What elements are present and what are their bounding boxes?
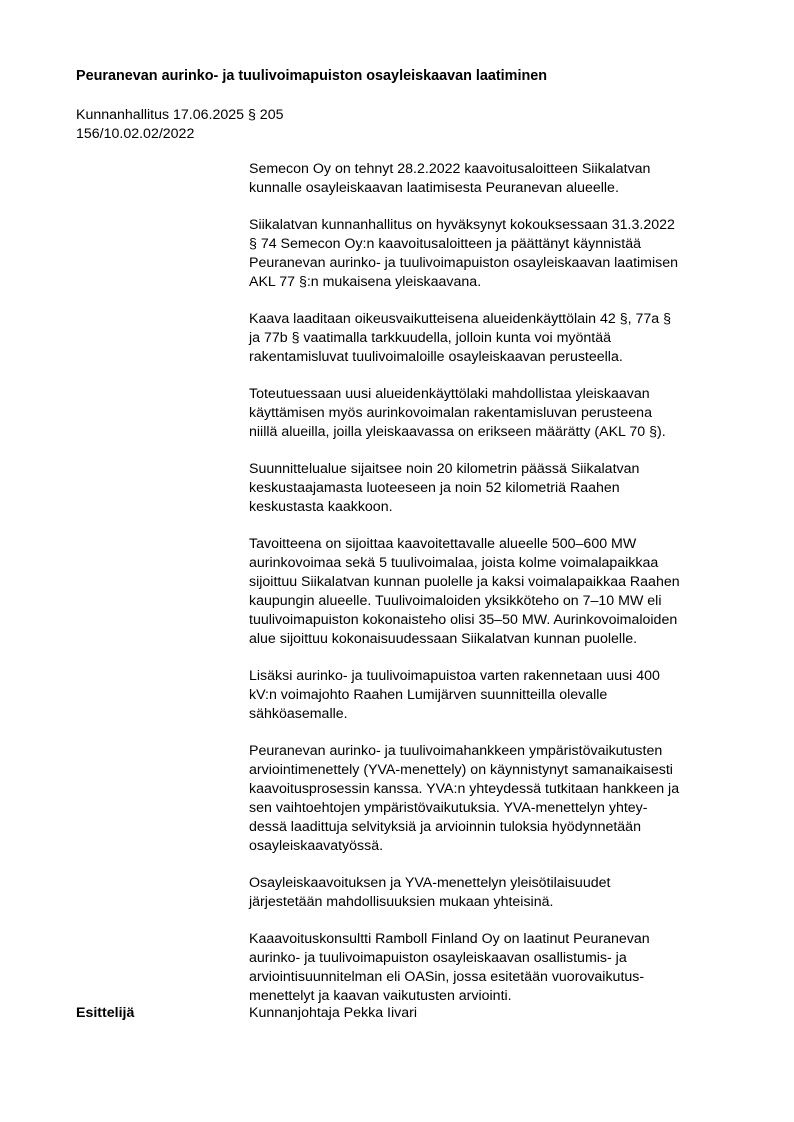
paragraph: Peuranevan aurinko- ja tuulivoimahankkeen ympäristövaikutusten arviointimenettely (YVA-menettely) on käynnistynyt samanaikaisesti kaavoitusprosessin kanssa. YVA:n yhteydessä tutkitaan hankkeen ja sen vaihtoehtojen ympäristövaikutuksia. YVA-menettelyn yhtey- dessä laadittuja selvityksiä ja arvioinnin tuloksia hyödynnetään osayleiskaavatyössä. [249,743,680,854]
presenter-name: Kunnanjohtaja Pekka Iivari [249,1005,417,1021]
meeting-info [76,106,283,143]
paragraph: Kaaavoituskonsultti Ramboll Finland Oy on laatinut Peuranevan aurinko- ja tuulivoimapuiston osayleiskaavan osallistumis- ja arviointisuunnitelman eli OASin, jossa esitetään vuorovaikutus- menettelyt ja kaavan vaikutusten arviointi. [249,931,650,1004]
paragraph: Toteutuessaan uusi alueidenkäyttölaki mahdollistaa yleiskaavan käyttämisen myös aurinkovoimalan rakentamisluvan perusteena niillä alueilla, joilla yleiskaavassa on erikseen määrätty (AKL 70 §). [249,386,666,440]
document-body [249,160,741,1024]
case-number: 156/10.02.02/2022 [76,125,195,142]
paragraph: Suunnittelualue sijaitsee noin 20 kilometrin päässä Siikalatvan keskustaajamasta luoteeseen ja noin 52 kilometriä Raahen keskustasta kaakkoon. [249,461,640,515]
paragraph: Semecon Oy on tehnyt 28.2.2022 kaavoitusaloitteen Siikalatvan kunnalle osayleiskaavan laatimisesta Peuranevan alueelle. [249,161,651,196]
paragraph: Siikalatvan kunnanhallitus on hyväksynyt kokouksessaan 31.3.2022 § 74 Semecon Oy:n kaavoitusaloitteen ja päättänyt käynnistää Peuranevan aurinko- ja tuulivoimapuiston osayleiskaavan laatimisen AKL 77 §:n mukaisena yleiskaavana. [249,217,679,290]
paragraph: Osayleiskaavoituksen ja YVA-menettelyn yleisötilaisuudet järjestetään mahdollisuuksien mukaan yhteisinä. [249,875,611,910]
meeting-reference: Kunnanhallitus 17.06.2025 § 205 [76,107,284,123]
paragraph: Kaava laaditaan oikeusvaikutteisena alueidenkäyttölain 42 §, 77a § ja 77b § vaatimalla tarkkuudella, jolloin kunta voi myöntää rakentamisluvat tuulivoimaloille osayleiskaavan perusteella. [249,311,671,365]
paragraph: Tavoitteena on sijoittaa kaavoitettavalle alueelle 500–600 MW aurinkovoimaa sekä 5 tuulivoimalaa, joista kolme voimalapaikkaa sijoittuu Siikalatvan kunnan puolelle ja kaksi voimalapaikkaa Raahen kaupungin alueelle. Tuulivoimaloiden yksikköteho on 7–10 MW eli tuulivoimapuiston kokonaisteho olisi 35–50 MW. Aurinkovoimaloiden alue sijoittuu kokonaisuudessaan Siikalatvan kunnan puolelle. [249,536,680,647]
presenter-label: Esittelijä [76,1005,135,1021]
document-title: Peuranevan aurinko- ja tuulivoimapuiston osayleiskaavan laatiminen [76,68,548,84]
paragraph: Lisäksi aurinko- ja tuulivoimapuistoa varten rakennetaan uusi 400 kV:n voimajohto Raahen Lumijärven suunnitteilla olevalle sähköasemalle. [249,668,660,722]
